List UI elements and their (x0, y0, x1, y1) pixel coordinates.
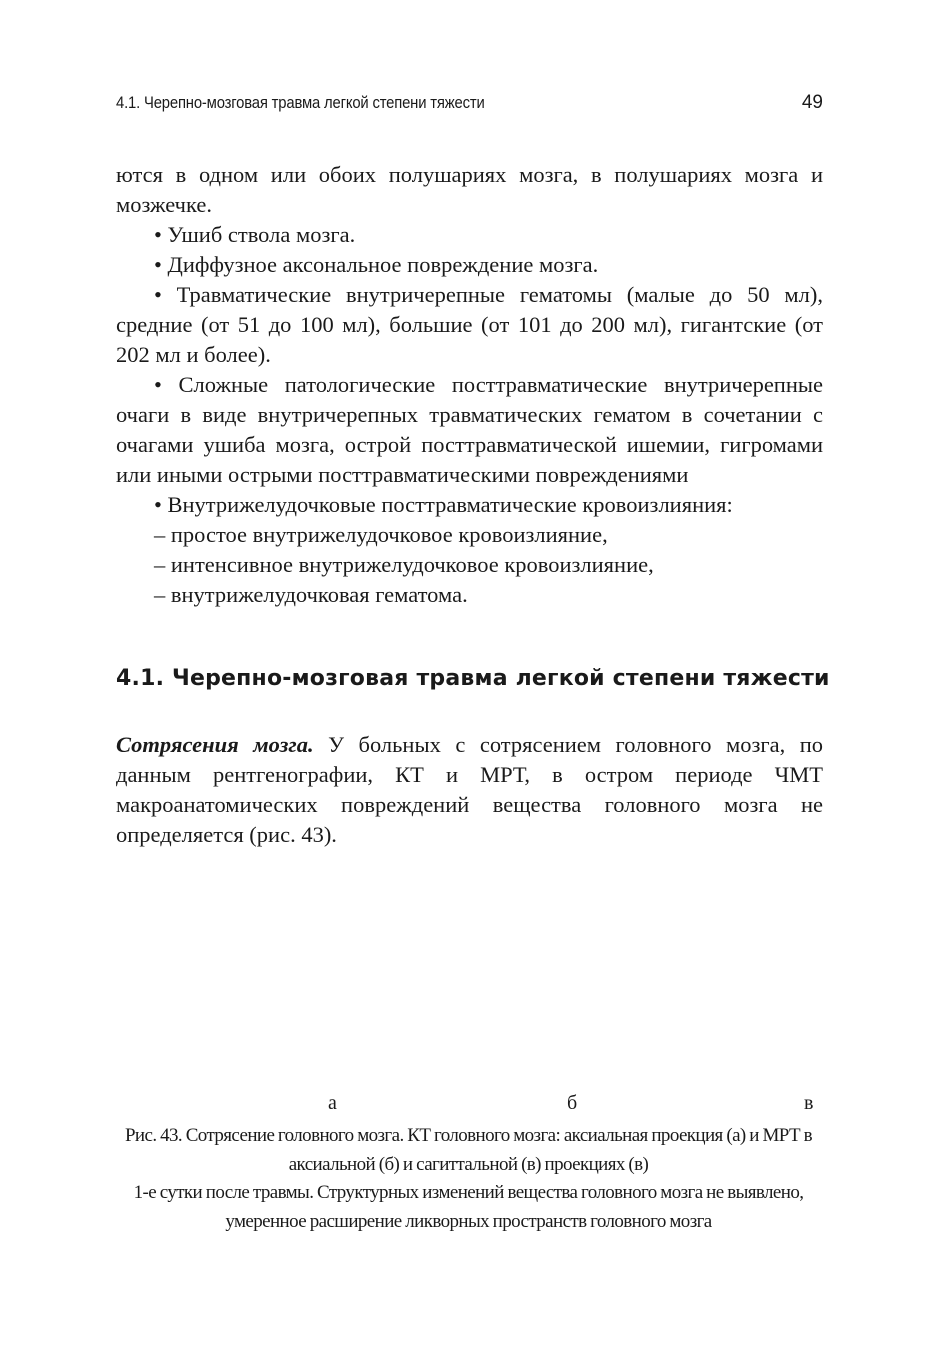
top-text-block (116, 160, 823, 610)
sublist-item-hematoma: – внутрижелудочковая гематома. (154, 582, 468, 607)
list-item-intraventricular-hemorrhage: • Внутрижелудочковые посттравматические кровоизлияния: (154, 492, 733, 517)
figure-caption (100, 1122, 837, 1236)
sublist-item-simple: – простое внутрижелудочковое кровоизлияние, (154, 522, 608, 547)
lead-term: Сотрясения мозга. (116, 732, 314, 757)
running-head-title: 4.1. Черепно-мозговая травма легкой степени тяжести (116, 94, 485, 112)
caption-description: 1-е сутки после травмы. Структурных изменений вещества головного мозга не выявлено, умеренное расширение ликворных пространств головного мозга (133, 1182, 804, 1232)
list-item-complex-foci: • Сложные патологические посттравматические внутричерепные очаги в виде внутричерепных травматических гематом в сочетании с очагами ушиба мозга, острой посттравматической ишемии, гигромами или иными острыми посттравматическими повреждениями (116, 372, 823, 487)
concussion-paragraph (116, 730, 823, 850)
figure-panel-label-b: б (567, 1092, 578, 1114)
continuation-paragraph: ются в одном или обоих полушариях мозга, в полушариях мозга и мозжечке. (116, 162, 823, 217)
running-head (116, 92, 752, 116)
list-item-diffuse-axonal-injury: • Диффузное аксональное повреждение мозга. (154, 252, 599, 277)
section-body (116, 730, 823, 850)
section-heading: 4.1. Черепно-мозговая травма легкой степени тяжести (116, 666, 830, 691)
page-number: 49 (801, 92, 823, 113)
caption-title: Рис. 43. Сотрясение головного мозга. КТ головного мозга: аксиальная проекция (а) и МРТ в аксиальной (б) и сагиттальной (в) проекциях (в) (124, 1125, 813, 1175)
list-item-brainstem-contusion: • Ушиб ствола мозга. (154, 222, 356, 247)
sublist-item-intensive: – интенсивное внутрижелудочковое кровоизлияние, (154, 552, 654, 577)
figure-panel-label-c: в (804, 1092, 814, 1114)
list-item-intracranial-hematomas: • Травматические внутричерепные гематомы (малые до 50 мл), средние (от 51 до 100 мл), большие (от 101 до 200 мл), гигантские (от 202 мл и более). (116, 282, 823, 367)
figure-panel-label-a: а (328, 1092, 337, 1114)
paragraph-text: У больных с сотрясением головного мозга, по данным рентгенографии, КТ и МРТ, в остром периоде ЧМТ макроанатомических повреждений вещества головного мозга не определяется (рис. 43). (116, 732, 824, 847)
